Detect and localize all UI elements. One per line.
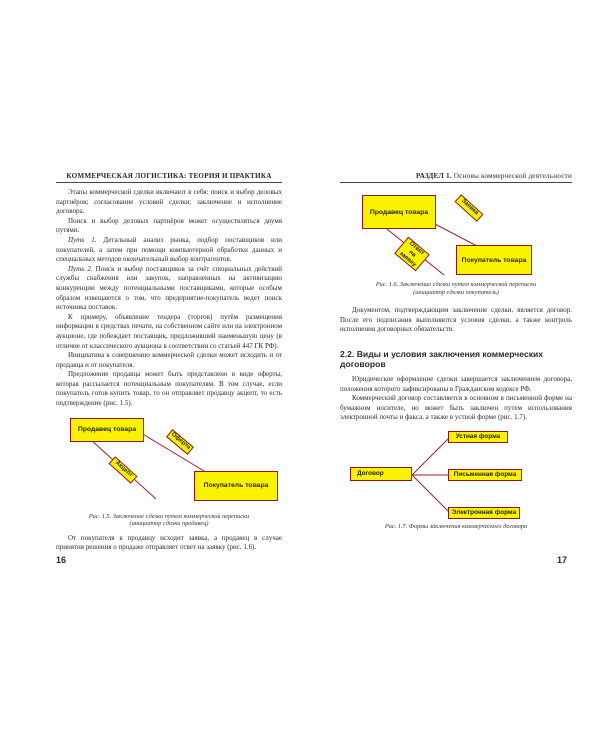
accept-label: Акцепт	[109, 456, 138, 484]
right-body-mid	[340, 375, 572, 423]
request-label: Заявка	[455, 194, 484, 222]
path1-label: Путь 1.	[68, 235, 97, 244]
path1-text: Детальный анализ рынка, подбор поставщиков или покупателей, а затем при помощи компьютерной обработки данных и специальных методов окончательный выбор контрагентов.	[56, 235, 283, 264]
left-body-top	[56, 188, 282, 409]
left-body-bottom	[56, 534, 282, 553]
contract-root-box: Договор	[350, 467, 412, 481]
buyer-box: Покупатель товара	[194, 471, 278, 501]
paragraph: К примеру, объявление тендера (торгов) путём размещения информации в средствах печати, на собственном сайте или на электронном аукционе, где побеждает поставщик, предложивший наименьшую цену (в отличие от классического аукциона в соответствии со статьей 447 ГК РФ).	[56, 312, 282, 350]
written-form-box: Письменная форма	[448, 469, 522, 481]
running-head-left: КОММЕРЧЕСКАЯ ЛОГИСТИКА: ТЕОРИЯ И ПРАКТИКА	[56, 172, 282, 183]
caption-line: Рис. 1.5. Заключение сделки путем коммерческой переписки	[88, 512, 250, 520]
paragraph: Предложение продавца может быть представлено в виде оферты, которая рассылается потенциальным покупателям. В том случае, если покупатель готов купить товар, то он отправляет продавцу акцепт, то есть подтверждение (рис. 1.5).	[56, 370, 282, 408]
paragraph: Юридическое оформление сделки завершается заключением договора, положения которого зафиксированы в Гражданском кодексе РФ.	[340, 374, 572, 393]
figure-1-5	[56, 415, 282, 511]
seller-box: Продавец товара	[70, 418, 144, 442]
running-head-right	[340, 172, 572, 183]
figure-1-5-caption	[56, 513, 282, 528]
paragraph: Этапы коммерческой сделки включают в себя: поиск и выбор деловых партнёров; согласование условий сделки; заключение и исполнение договора.	[56, 188, 282, 216]
paragraph: Коммерческий договор составляется в основном в письменной форме на бумажном носителе, но может быть заключен путем использования электронной почты и факса, а также в устной форме (рис. 1.7).	[340, 394, 572, 422]
right-body-top	[340, 306, 572, 335]
oral-form-box: Устная форма	[448, 431, 508, 443]
electronic-form-box: Электронная форма	[448, 507, 520, 519]
path2-text: Поиск и выбор поставщиков за счёт специальных действий службы снабжения или закупок, направленных на активизацию конкуренции между потенциальными поставщиками, которые особым образом извещаются о том, что предприятие-покупатель ведет поиск источника поставок.	[56, 264, 282, 312]
figure-1-7-caption: Рис. 1.7. Формы заключения коммерческого договора	[384, 522, 528, 530]
caption-line: (инициатор сделки покупатель)	[413, 288, 499, 296]
right-page	[340, 172, 572, 572]
paragraph: Документом, подтверждающим заключение сделки, является договор. После его подписания выполняются условия сделки, а также контроль исполнения договорных обязательств.	[340, 306, 572, 334]
running-head-title: Основы коммерческой деятельности	[451, 172, 572, 180]
reply-label: Ответ на заявку	[394, 237, 430, 272]
paragraph: Инициатива к совершению коммерческой сделки может исходить и от продавца и от покупателя.	[56, 351, 282, 369]
page-number-right: 17	[557, 555, 568, 565]
caption-line: Рис. 1.6. Заключение сделки путем коммерческой переписки	[375, 281, 537, 288]
figure-1-7	[340, 429, 572, 523]
offer-label: Оферта	[166, 429, 194, 455]
seller-box: Продавец товара	[362, 195, 436, 229]
paragraph	[56, 236, 282, 265]
buyer-box: Покупатель товара	[456, 245, 532, 275]
figure-1-6-caption	[340, 281, 572, 296]
paragraph: От покупателя к продавцу исходит заявка, а продавец в случае принятия решения о продаже отправляет ответ на заявку (рис. 1.6).	[56, 533, 282, 552]
section-heading: 2.2. Виды и условия заключения коммерческих договоров	[340, 348, 544, 370]
figure-1-6	[340, 189, 572, 281]
page-number-left: 16	[56, 555, 67, 565]
left-page	[56, 172, 282, 572]
paragraph	[56, 265, 282, 313]
paragraph: Поиск и выбор деловых партнёров может осуществляться двумя путями.	[56, 216, 282, 235]
caption-line: (инициатор сделки продавец)	[129, 520, 209, 528]
path2-label: Путь 2.	[68, 264, 93, 273]
running-head-section: РАЗДЕЛ 1.	[415, 172, 452, 180]
